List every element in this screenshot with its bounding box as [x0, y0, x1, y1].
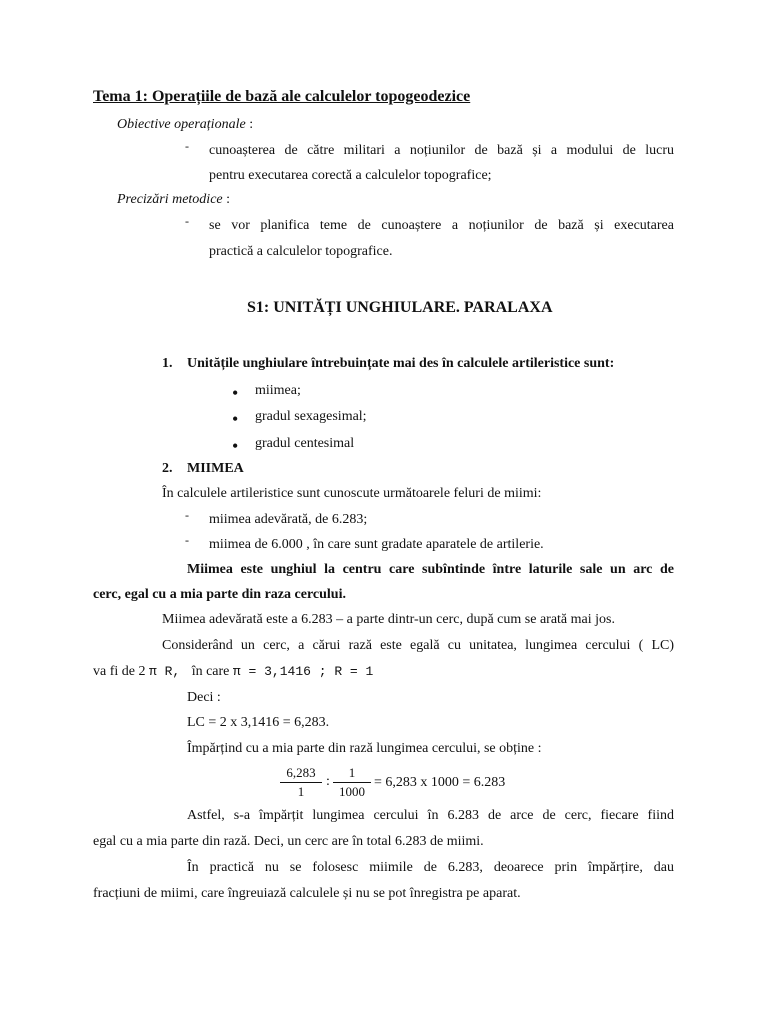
circle-values: π = 3,1416 ; R = 1: [232, 664, 374, 679]
bullet-icon: •: [232, 409, 239, 429]
paragraph-practice-line1: În practică nu se folosesc miimile de 6.283, deoarece prin împărțire, dau: [187, 860, 674, 875]
circle-text-c: în care: [191, 664, 230, 679]
methods-line2: practică a calculelor topografice.: [209, 244, 393, 259]
definition-line1: Miimea este unghiul la centru care subîntinde între laturile sale un arc de: [187, 562, 674, 577]
fraction-2-denominator: 1000: [339, 784, 365, 799]
methods-colon: :: [226, 192, 231, 207]
item2-intro: În calculele artileristice sunt cunoscute următoarele feluri de miimi:: [162, 486, 542, 501]
formula-result: = 6,283 x 1000 = 6.283: [374, 775, 506, 790]
paragraph-circle-line1: Considerând un cerc, a cărui rază este egală cu unitatea, lungimea cercului ( LC): [162, 638, 674, 653]
methods-label: Precizări metodice: [117, 192, 223, 207]
bullet-item: gradul centesimal: [255, 436, 355, 451]
lc-formula: LC = 2 x 3,1416 = 6,283.: [187, 715, 330, 730]
objectives-label: Obiective operaționale: [117, 117, 246, 132]
paragraph-arcs-line1: Astfel, s-a împărțit lungimea cercului în 6.283 de arce de cerc, fiecare fiind: [187, 808, 674, 823]
bullet-item: miimea;: [255, 383, 301, 398]
objectives-line1: cunoașterea de către militari a noțiunilor de bază și a modului de lucru: [209, 143, 674, 158]
item2-number: 2.: [162, 461, 173, 476]
objectives-line2: pentru executarea corectă a calculelor topografice;: [209, 168, 492, 183]
methods-label-line: [117, 192, 230, 208]
bullet-icon: •: [232, 383, 239, 403]
item1-number: 1.: [162, 356, 173, 371]
page-title: Tema 1: Operațiile de bază ale calculelor topogeodezice: [93, 88, 471, 105]
item2-heading: MIIMEA: [187, 461, 244, 476]
definition-line2: cerc, egal cu a mia parte din raza cercului.: [93, 587, 346, 602]
kind-item: miimea de 6.000 , în care sunt gradate aparatele de artilerie.: [209, 537, 544, 552]
fraction-1-numerator: 6,283: [280, 765, 322, 783]
objectives-colon: :: [249, 117, 254, 132]
formula-colon: :: [326, 774, 330, 789]
item1-heading: Unitățile unghiulare întrebuințate mai des în calculele artileristice sunt:: [187, 356, 615, 371]
circle-text-a: va fi de 2: [93, 664, 146, 679]
circle-pi-r: π R,: [148, 664, 181, 679]
deci-label: Deci :: [187, 690, 221, 705]
section-heading: S1: UNITĂȚI UNGHIULARE. PARALAXA: [247, 299, 553, 316]
bullet-icon: •: [232, 436, 239, 456]
kind-dash: -: [185, 533, 189, 547]
dividing-text: Împărțind cu a mia parte din rază lungimea cercului, se obține :: [187, 741, 542, 756]
paragraph-arcs-line2: egal cu a mia parte din rază. Deci, un cerc are în total 6.283 de miimi.: [93, 834, 484, 849]
fraction-2-numerator: 1: [333, 765, 371, 783]
objectives-dash: -: [185, 139, 189, 153]
kind-item: miimea adevărată, de 6.283;: [209, 512, 368, 527]
bullet-item: gradul sexagesimal;: [255, 409, 367, 424]
methods-line1: se vor planifica teme de cunoaștere a noțiunilor de bază și executarea: [209, 218, 674, 233]
paragraph-true-mil: Miimea adevărată este a 6.283 – a parte dintr-un cerc, după cum se arată mai jos.: [162, 612, 615, 627]
kind-dash: -: [185, 508, 189, 522]
paragraph-circle-line2: [93, 664, 373, 680]
objectives-label-line: [117, 117, 253, 133]
methods-dash: -: [185, 214, 189, 228]
fraction-1-denominator: 1: [297, 784, 305, 799]
paragraph-practice-line2: fracțiuni de miimi, care îngreuiază calculele și nu se pot înregistra pe aparat.: [93, 886, 521, 901]
fraction-1: [280, 765, 322, 800]
fraction-2: [333, 765, 371, 800]
